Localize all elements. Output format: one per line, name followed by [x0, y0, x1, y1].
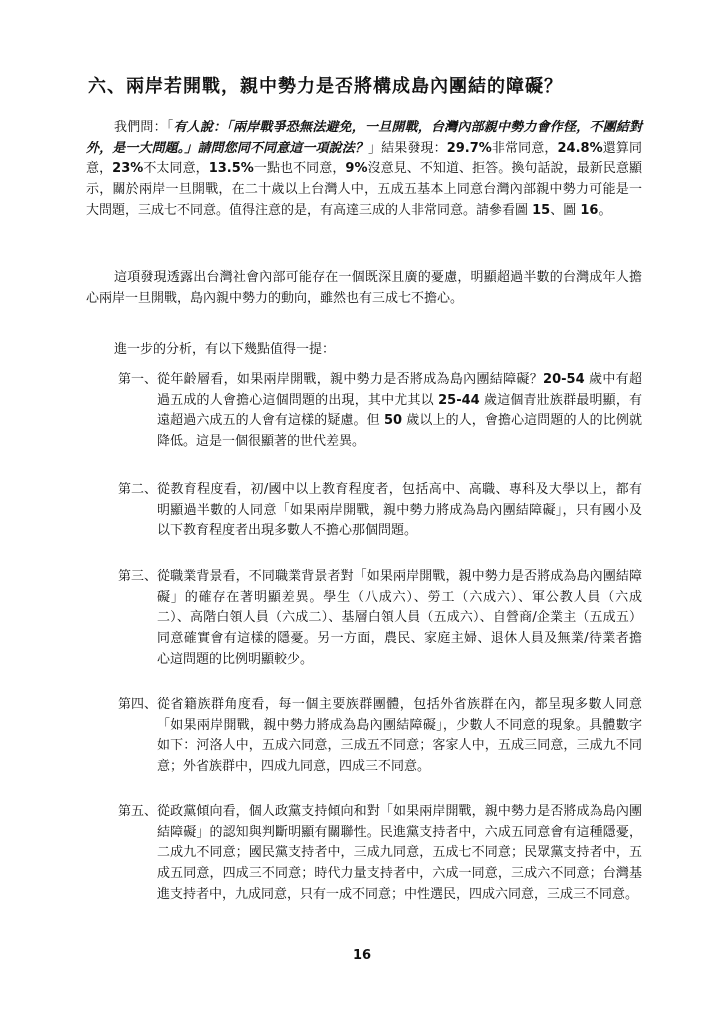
age-range-25-44: 25-44 — [438, 392, 480, 408]
intro-text-2: 還算同意， — [86, 140, 642, 177]
paragraph-concern — [86, 268, 642, 309]
intro-text-4: 一點也不同意， — [253, 161, 346, 177]
stat-no-opinion: 9% — [345, 161, 368, 177]
intro-text-1: 非常同意， — [491, 140, 558, 156]
list-item-body: 從職業背景看，不同職業背景者對「如果兩岸開戰，親中勢力是否將成為島內團結障礙」的確存在著明顯差異。學生（八成六）、勞工（六成六）、軍公教人員（六成二）、高階白領人員（六成二）、基層白領人員（五成六）、自營商/企業主（五成五）同意確實會有這樣的隱憂。另一方面，農民、家庭主婦、退休人員及無業/待業者擔心這問題的比例明顯較少。 — [157, 569, 642, 667]
stat-strongly-agree: 29.7% — [446, 140, 492, 156]
stat-strongly-disagree: 13.5% — [208, 161, 254, 177]
stat-disagree: 23% — [112, 161, 144, 177]
intro-text-3: 不太同意， — [143, 161, 209, 177]
figure-ref-16: 16 — [580, 202, 599, 218]
list-item-body: 從省籍族群角度看，每一個主要族群團體，包括外省族群在內，都呈現多數人同意「如果兩岸開戰，親中勢力將成為島內團結障礙」，少數人不同意的現象。具體數字如下：河洛人中，五成六同意，三成五不同意；客家人中，五成三同意，三成九不同意；外省族群中，四成九同意，四成三不同意。 — [157, 697, 642, 775]
list-item-body — [157, 370, 642, 453]
age-range-20-54: 20-54 — [543, 372, 585, 387]
paragraph-concern-text: 這項發現透露出台灣社會內部可能存在一個既深且廣的憂慮，明顯超過半數的台灣成年人擔心兩岸一旦開戰，島內親中勢力的動向，雖然也有三成七不擔心。 — [86, 270, 642, 306]
paragraph-analysis-intro — [86, 340, 642, 361]
list-item-age — [118, 370, 642, 453]
figure-ref-15: 15 — [532, 202, 551, 218]
list-item-ethnicity — [118, 695, 642, 778]
list-item-label: 第三、 — [118, 569, 158, 584]
page-number: 16 — [352, 948, 372, 963]
survey-question: 有人說：「兩岸戰爭恐無法避免，一旦開戰，台灣內部親中勢力會作怪，不團結對外，是一大問題。」請問您同不同意這一項說法？ — [86, 120, 642, 156]
list-item-label: 第一、 — [118, 372, 158, 387]
age-text-3: 歲這個青壯族群最明顯，有遠超過六成五的人會有這樣的疑慮。但 — [157, 392, 642, 429]
intro-text-5: 沒意見、不知道、拒答。換句話說，最新民意顯示，關於兩岸一旦開戰，在二十歲以上台灣人中，五成五基本上同意台灣內部親中勢力可能是一大問題，三成七不同意。值得注意的是，有高達三成的人非常同意。請參看圖 — [86, 161, 642, 218]
list-item-label: 第五、 — [118, 804, 158, 819]
intro-text-6: 、圖 — [550, 202, 581, 218]
intro-paragraph — [86, 118, 642, 222]
intro-text-7: 。 — [598, 202, 612, 218]
intro-lead: 我們問：「 — [114, 120, 174, 135]
list-item-party — [118, 802, 642, 906]
list-item-education — [118, 480, 642, 542]
list-item-label: 第二、 — [118, 482, 158, 497]
age-text-2: 歲中有超過五成的人會擔心這個問題的出現，其中尤其以 — [157, 372, 642, 408]
age-50: 50 — [383, 413, 403, 429]
list-item-label: 第四、 — [118, 697, 158, 712]
list-item-occupation — [118, 567, 642, 671]
list-item-body: 從政黨傾向看，個人政黨支持傾向和對「如果兩岸開戰，親中勢力是否將成為島內團結障礙」的認知與判斷明顯有關聯性。民進黨支持者中，六成五同意會有這種隱憂，二成九不同意；國民黨支持者中，三成九同意，五成七不同意；民眾黨支持者中，五成五同意，四成三不同意；時代力量支持者中，六成一同意，三成六不同意；台灣基進支持者中，九成同意，只有一成不同意；中性選民，四成六同意，三成三不同意。 — [157, 804, 642, 902]
age-text-1: 從年齡層看，如果兩岸開戰，親中勢力是否將成為島內團結障礙？ — [157, 372, 544, 387]
intro-mid: 」結果發現： — [368, 140, 447, 156]
age-text-4: 歲以上的人，會擔心這問題的人的比例就降低。這是一個很顯著的世代差異。 — [157, 413, 642, 450]
stat-agree: 24.8% — [557, 140, 603, 156]
paragraph-analysis-intro-text: 進一步的分析，有以下幾點值得一提： — [114, 342, 336, 357]
list-item-body: 從教育程度看，初/國中以上教育程度者，包括高中、高職、專科及大學以上，都有明顯過半數的人同意「如果兩岸開戰，親中勢力將成為島內團結障礙」，只有國小及以下教育程度者出現多數人不擔心那個問題。 — [157, 482, 642, 539]
section-heading: 六、兩岸若開戰，親中勢力是否將構成島內團結的障礙？ — [88, 76, 563, 97]
